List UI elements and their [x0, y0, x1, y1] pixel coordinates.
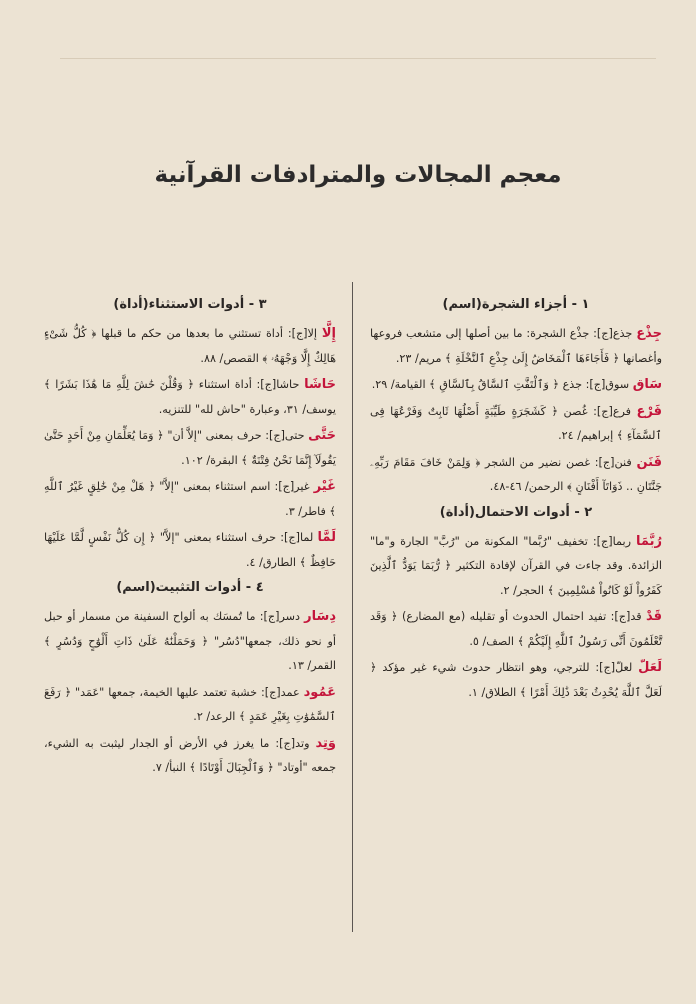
section-exception-tools	[44, 294, 336, 575]
left-column	[44, 292, 336, 783]
entry-laalla	[370, 656, 662, 705]
entry-keyword: دِسَار	[304, 609, 336, 624]
entry-definition: فرع[ج]: غُصن ﴿ كَشَجَرَةٍ طَيِّبَةٍ أَصْلُهَا ثَابِتٌ وَفَرْعُهَا فِى ٱلسَّمَآءِ ﴾ إبراهيم/ ٢٤.	[370, 404, 662, 442]
entry-definition: قد[ج]: تفيد احتمال الحدوث أو تقليله (مع المضارع) ﴿ وَقَد تَّعْلَمُونَ أَنِّى رَسُولُ ٱللَّهِ إِلَيْكُمْ ﴾ الصف/ ٥.	[370, 610, 662, 648]
entry-definition: فنن[ج]: غصن نضير من الشجر ﴿ وَلِمَنْ خَافَ مَقَامَ رَبِّهِۦ جَنَّتَانِ .. ذَوَاتَآ أَفْنَانٍ ﴾ الرحمن/ ٤٦-٤٨.	[370, 455, 662, 493]
entry-hasha	[44, 373, 336, 422]
entry-keyword: قَدْ	[645, 609, 662, 624]
entry-keyword: فَنَن	[636, 454, 662, 470]
entry-keyword: عَمُود	[303, 684, 336, 700]
section-heading: ٤ - أدوات التثبيت(اسم)	[116, 580, 264, 595]
entry-definition: حاشا[ج]: أداة استثناء ﴿ وَقُلْنَ حَٰشَ لِلَّهِ مَا هَٰذَا بَشَرًا ﴾ يوسف/ ٣١، وعبارة "حاش لله" للتنزيه.	[44, 378, 336, 416]
entry-definition: جذع[ج]: جذْع الشجرة: ما بين أصلها إلى متشعب فروعها وأغصانها ﴿ فَأَجَاءَهَا ٱلْمَخَاضُ إِلَىٰ جِذْعِ ٱلنَّخْلَةِ ﴾ مريم/ ٢٣.	[370, 327, 662, 365]
entry-keyword: لَمَّا	[317, 530, 336, 545]
right-column	[370, 292, 662, 707]
entry-definition: إلا[ج]: أداة تستثني ما بعدها من حكم ما قبلها ﴿ كُلُّ شَىْءٍ هَالِكٌ إِلَّا وَجْهَهُۥ ﴾ القصص/ ٨٨.	[44, 327, 336, 365]
entry-definition: لعلّ[ج]: للترجي، وهو انتظار حدوث شيء غير مؤكد ﴿ لَعَلَّ ٱللَّهَ يُحْدِثُ بَعْدَ ذَٰلِكَ أَمْرًا ﴾ الطلاق/ ١.	[370, 661, 662, 699]
entry-definition: دسر[ج]: ما تُمسَك به ألواح السفينة من مسمار أو حبل أو نحو ذلك، جمعها"دُسُر" ﴿ وَحَمَلْنَٰهُ عَلَىٰ ذَاتِ أَلْوَٰحٍ وَدُسُرٍ ﴾ القمر/ ١٣.	[44, 610, 336, 672]
entry-keyword: سَاق	[632, 377, 662, 392]
entry-definition: حتى[ج]: حرف بمعنى "إلاَّ أن" ﴿ وَمَا يُعَلِّمَانِ مِنْ أَحَدٍ حَتَّىٰ يَقُولَآ إِنَّمَا نَحْنُ فِتْنَةٌ ﴾ البقرة/ ١٠٢.	[44, 429, 336, 467]
entry-keyword: رُبَّمَا	[636, 533, 662, 549]
entry-definition: غير[ج]: اسم استثناء بمعنى "إلاَّ" ﴿ هَلْ مِنْ خَٰلِقٍ غَيْرُ ٱللَّهِ ﴾ فاطر/ ٣.	[44, 480, 336, 518]
column-divider	[352, 282, 353, 932]
entry-keyword: حَتَّى	[308, 428, 336, 443]
entry-keyword: فَرْع	[636, 403, 662, 419]
entry-keyword: جِذْع	[636, 326, 662, 341]
entry-definition: سوق[ج]: جذع ﴿ وَٱلْتَفَّتِ ٱلسَّاقُ بِٱلسَّاقِ ﴾ القيامة/ ٢٩.	[371, 378, 633, 391]
entry-disar	[44, 605, 336, 679]
entry-far	[370, 400, 662, 449]
entry-keyword: حَاشَا	[304, 377, 336, 392]
section-fixing-tools	[44, 577, 336, 781]
entry-keyword: لَعَلّ	[638, 660, 662, 675]
entry-illa	[44, 322, 336, 371]
entry-qad	[370, 605, 662, 654]
section-heading: ١ - أجزاء الشجرة(اسم)	[442, 297, 590, 312]
entry-keyword: غَيْر	[313, 479, 336, 494]
entry-definition: لما[ج]: حرف استثناء بمعنى "إلاَّ" ﴿ إِن كُلُّ نَفْسٍ لَّمَّا عَلَيْهَا حَافِظٌ ﴾ الطارق/ ٤.	[44, 531, 336, 569]
section-heading: ٢ - أدوات الاحتمال(أداة)	[439, 504, 593, 520]
entry-ghayr	[44, 475, 336, 524]
page-title: معجم المجالات والمترادفات القرآنية	[154, 162, 562, 188]
entry-keyword: إِلَّا	[321, 326, 336, 341]
section-probability-tools	[370, 502, 662, 706]
entry-watad	[44, 732, 336, 781]
entry-keyword: وَتِد	[315, 735, 336, 751]
entry-rubbama	[370, 530, 662, 604]
entry-amud	[44, 681, 336, 730]
entry-lamma	[44, 526, 336, 575]
entry-jidh	[370, 322, 662, 371]
entry-definition: عمد[ج]: خشبة تعتمد عليها الخيمة، جمعها "عَمَد" ﴿ رَفَعَ ٱلسَّمَٰوَٰتِ بِغَيْرِ عَمَدٍ ﴾ الرعد/ ٢.	[44, 685, 336, 723]
entry-definition: ربما[ج]: تخفيف "رُبَّما" المكونة من "رُبَّ" الجارة و"ما" الزائدة. وقد جاءت في القرآن لإفادة التكثير ﴿ رُّبَمَا يَوَدُّ ٱلَّذِينَ كَفَرُواْ لَوْ كَانُواْ مُسْلِمِينَ ﴾ الحجر/ ٢.	[370, 534, 662, 597]
section-heading: ٣ - أدوات الاستثناء(أداة)	[113, 297, 267, 312]
bleed-through-rule	[60, 58, 656, 59]
entry-hatta	[44, 424, 336, 473]
entry-saq	[370, 373, 662, 398]
entry-definition: وتد[ج]: ما يغرز في الأرض أو الجدار ليثبت به الشيء، جمعه "أوتاد" ﴿ وَٱلْجِبَالَ أَوْتَادًا ﴾ النبأ/ ٧.	[44, 736, 336, 774]
section-tree-parts	[370, 294, 662, 500]
entry-fanan	[370, 451, 662, 500]
